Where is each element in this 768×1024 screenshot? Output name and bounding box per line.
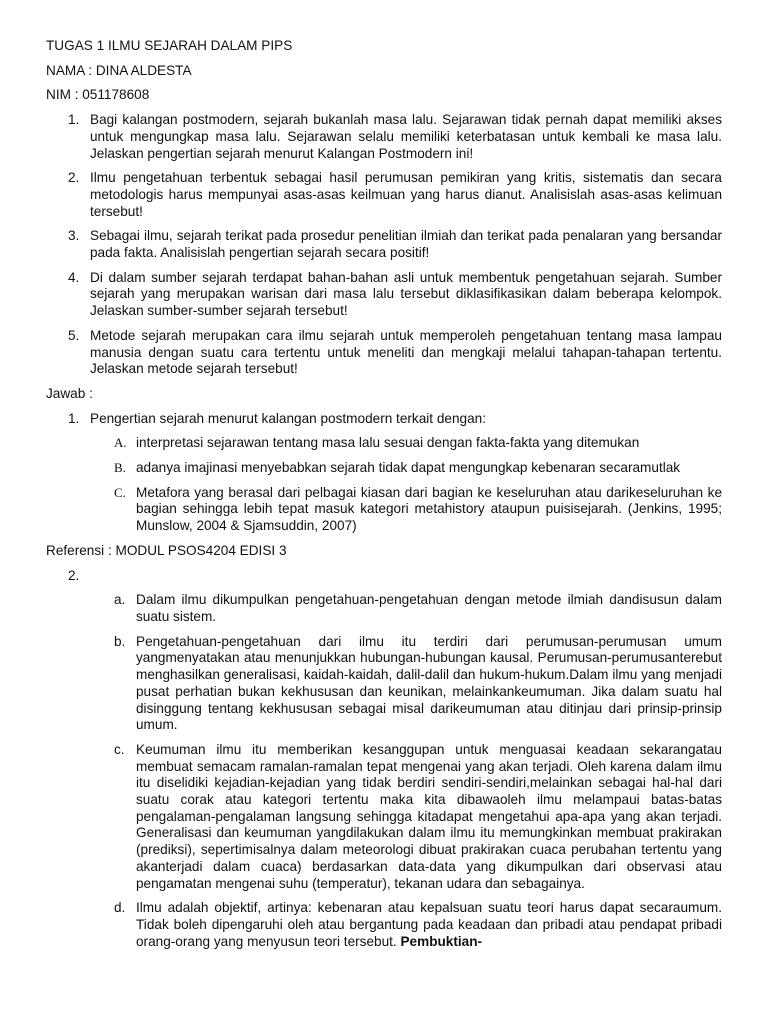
question-text: Bagi kalangan postmodern, sejarah bukanlah masa lalu. Sejarawan tidak pernah dapat memiliki akses untuk mengungkap masa lalu. Sejarawan selalu memiliki keterbatasan untuk kembali ke masa lalu. Jelaskan pengertian sejarah menurut Kalangan Postmodern ini! [90,112,722,161]
answer-1 [46,411,722,428]
item-text-main: Ilmu adalah objektif, artinya: kebenaran atau kepalsuan suatu teori harus dapat secaraumum. Tidak boleh dipengaruhi oleh atau bergantung pada keadaan dan pribadi atau pendapat pribadi orang-orang yang menyusun teori tersebut. [136,900,722,949]
question-text: Sebagai ilmu, sejarah terikat pada prosedur penelitian ilmiah dan terikat pada penalaran yang bersandar pada fakta. Analisislah pengertian sejarah secara positif! [90,228,722,261]
item-text: Metafora yang berasal dari pelbagai kiasan dari bagian ke keseluruhan atau darikeseluruhan ke bagian sehingga lebih tepat masuk kategori metahistory ataupun puisisejarah. (Jenkins, 1995; Munslow, 2004 & Sjamsuddin, 2007) [136,484,722,534]
item-letter: d. [114,900,126,916]
document-title: TUGAS 1 ILMU SEJARAH DALAM PIPS [46,38,293,53]
student-name: NAMA : DINA ALDESTA [46,62,192,78]
question-number: 3. [68,228,80,244]
question-item [46,270,722,320]
question-number: 1. [68,112,80,128]
item-text: interpretasi sejarawan tentang masa lalu sesuai dengan fakta-fakta yang ditemukan [136,435,640,451]
question-number: 4. [68,269,80,285]
question-list [46,112,722,378]
answer-number: 1. [68,410,80,426]
item-text [136,900,722,950]
reference-line: Referensi : MODUL PSOS4204 EDISI 3 [46,542,287,558]
answer-2-item [46,742,722,892]
answer-1-item [46,435,722,452]
question-text: Metode sejarah merupakan cara ilmu sejarah untuk memperoleh pengetahuan tentang masa lampau manusia dengan suatu cara tertentu untuk meneliti dan mengkaji melalui tahapan-tahapan tertentu. Jelaskan metode sejarah tersebut! [90,327,722,377]
question-item [46,328,722,378]
question-item [46,228,722,261]
question-item [46,170,722,220]
item-letter: a. [114,592,126,608]
question-text: Di dalam sumber sejarah terdapat bahan-bahan asli untuk membentuk pengetahuan sejarah. Sumber sejarah yang merupakan warisan dari masa lalu tersebut diklasifikasikan dalam beberapa kelompok. Jelaskan sumber-sumber sejarah tersebut! [90,269,722,319]
item-letter: A. [114,435,127,451]
item-text: Pengetahuan-pengetahuan dari ilmu itu terdiri dari perumusan-perumusan umum yangmenyatakan atau menunjukkan hubungan-hubungan kausal. Perumusan-perumusanterebut menghasilkan generalisasi, kaidah-kaidah, dalil-dalil dan hukum-hukum.Dalam ilmu yang menjadi pusat perhatian bukan kekhususan dan keunikan, melainkankeumuman. Jika dalam suatu hal disinggung tentang kekhususan sebagai misal darikeumuman atau ditinjau dari prinsip-prinsip umum. [136,633,722,733]
answer-1-item [46,485,722,535]
item-text-bold: Pembuktian- [400,933,483,949]
answer-2-item [46,634,722,734]
item-letter: b. [114,633,126,649]
answer-2-item [46,900,722,950]
question-item [46,112,722,162]
answer-2-item [46,592,722,625]
item-text: Keumuman ilmu itu memberikan kesanggupan untuk menguasai keadaan sekarangatau membuat semacam ramalan-ramalan tepat mengenai yang akan terjadi. Oleh karena dalam ilmu itu diselidiki kejadian-kejadian yang tidak berdiri sendiri-sendiri,melainkan sebagai hal-hal dari suatu corak atau kategori tertentu maka kita dibawaoleh ilmu melampaui batas-batas pengalaman-pengalaman langsung sehingga kitadapat mengetahui apa-apa yang akan terjadi. Generalisasi dan keumuman yangdilakukan dalam ilmu itu memungkinkan membuat prakirakan (prediksi), sepertimisalnya dalam meteorologi dibuat prakirakan cuaca perubahan tertentu yang akanterjadi dalam cuaca) berdasarkan data-data yang dikumpulkan dari observasi atau pengamatan mengenai suhu (temperatur), tekanan udara dan sebagainya. [136,741,722,891]
answer-intro: Pengertian sejarah menurut kalangan postmodern terkait dengan: [90,410,486,426]
answer-1-item [46,460,722,477]
answers-label: Jawab : [46,385,93,401]
item-letter: C. [114,484,126,500]
item-text: adanya imajinasi menyebabkan sejarah tidak dapat mengungkap kebenaran secaramutlak [136,460,681,476]
question-number: 2. [68,170,80,186]
answer-2 [46,568,722,585]
student-nim: NIM : 051178608 [46,87,150,103]
item-text: Dalam ilmu dikumpulkan pengetahuan-pengetahuan dengan metode ilmiah dandisusun dalam suatu sistem. [136,592,722,624]
question-text: Ilmu pengetahuan terbentuk sebagai hasil perumusan pemikiran yang kritis, sistematis dan secara metodologis harus mempunyai asas-asas keilmuan yang harus dianut. Analisislah asas-asas kelimuan tersebut! [90,170,722,219]
item-letter: B. [114,460,126,476]
answer-number: 2. [68,567,80,583]
question-number: 5. [68,327,80,343]
item-letter: c. [114,741,125,757]
